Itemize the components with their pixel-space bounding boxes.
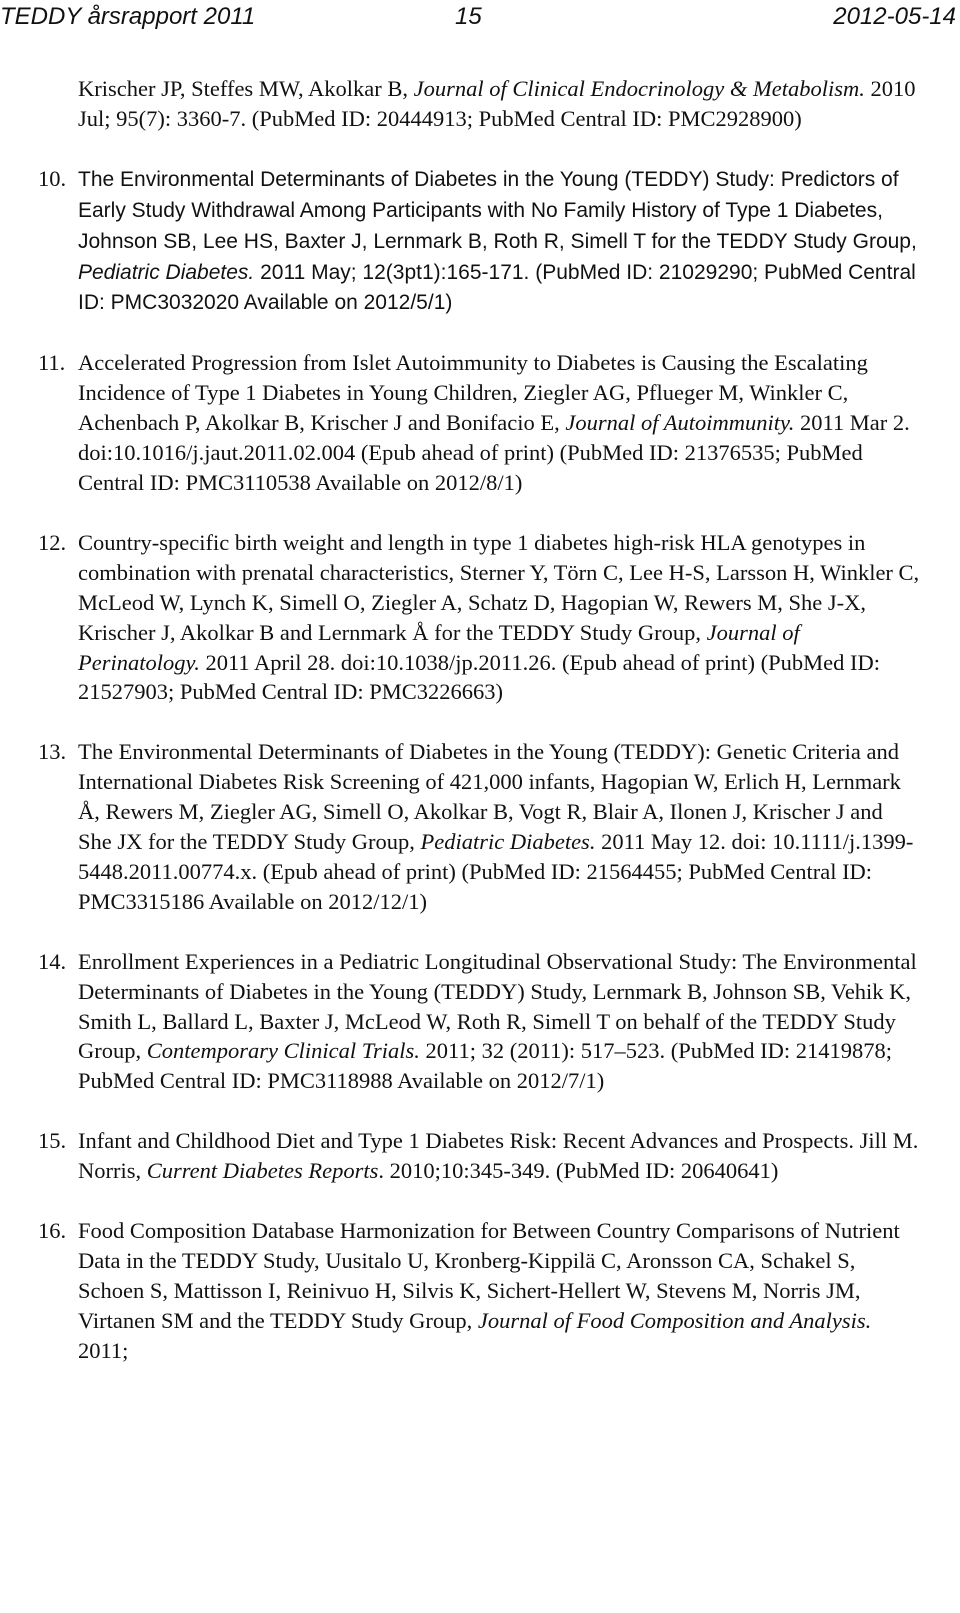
- reference-item-9-continued: [0, 74, 960, 134]
- reference-text: Infant and Childhood Diet and Type 1 Diabetes Risk: Recent Advances and Prospects. Jill M. Norris, Current Diabetes Reports. 2010;10:345-349. (PubMed ID: 20640641): [78, 1128, 919, 1184]
- reference-item-14: [0, 947, 960, 1097]
- journal-name: Journal of Perinatology.: [78, 619, 800, 675]
- reference-item-11: [0, 348, 960, 498]
- journal-name: Contemporary Clinical Trials.: [146, 1038, 420, 1064]
- reference-item-12: [0, 528, 960, 707]
- journal-name: Pediatric Diabetes.: [78, 260, 255, 284]
- reference-text: Country-specific birth weight and length in type 1 diabetes high-risk HLA genotypes in combination with prenatal characteristics, Sterner Y, Törn C, Lee H-S, Larsson H, Winkler C, McLeod W, Lynch K, Simell O, Ziegler A, Schatz D, Hagopian W, Rewers M, She J-X, Krischer J, Akolkar B and Lernmark Å for the TEDDY Study Group, Journal of Perinatology. 2011 April 28. doi:10.1038/jp.2011.26. (Epub ahead of print) (PubMed ID: 21527903; PubMed Central ID: PMC3226663): [78, 529, 920, 705]
- reference-text: Krischer JP, Steffes MW, Akolkar B, Journal of Clinical Endocrinology & Metabolism. 2010 Jul; 95(7): 3360-7. (PubMed ID: 20444913; PubMed Central ID: PMC2928900): [78, 76, 916, 131]
- reference-item-16: [0, 1216, 960, 1366]
- reference-number: 12.: [38, 529, 67, 555]
- reference-number: 15.: [38, 1128, 67, 1154]
- journal-name: Journal of Food Composition and Analysis.: [477, 1307, 872, 1333]
- reference-item-10: [0, 164, 960, 319]
- reference-text: Enrollment Experiences in a Pediatric Longitudinal Observational Study: The Environmental Determinants of Diabetes in the Young (TEDDY) Study, Lernmark B, Johnson SB, Vehik K, Smith L, Ballard L, Baxter J, McLeod W, Roth R, Simell T on behalf of the TEDDY Study Group, Contemporary Clinical Trials. 2011; 32 (2011): 517–523. (PubMed ID: 21419878; PubMed Central ID: PMC3118988 Available on 2012/7/1): [78, 948, 917, 1094]
- reference-number: 11.: [38, 350, 66, 376]
- reference-item-13: [0, 737, 960, 916]
- journal-name: Journal of Clinical Endocrinology & Metabolism.: [413, 76, 865, 101]
- page-number: 15: [455, 3, 482, 30]
- reference-number: 10.: [38, 165, 67, 191]
- header-title: TEDDY årsrapport 2011: [0, 3, 256, 30]
- reference-item-15: [0, 1126, 960, 1186]
- journal-name: Pediatric Diabetes.: [420, 829, 596, 855]
- reference-list: [0, 74, 960, 1396]
- reference-text: The Environmental Determinants of Diabetes in the Young (TEDDY) Study: Predictors of Early Study Withdrawal Among Participants with No Family History of Type 1 Diabetes, Johnson SB, Lee HS, Baxter J, Lernmark B, Roth R, Simell T for the TEDDY Study Group, Pediatric Diabetes. 2011 May; 12(3pt1):165-171. (PubMed ID: 21029290; PubMed Central ID: PMC3032020 Available on 2012/5/1): [78, 167, 917, 315]
- header-date: 2012-05-14: [833, 3, 956, 30]
- reference-number: 13.: [38, 739, 67, 765]
- reference-text: Food Composition Database Harmonization for Between Country Comparisons of Nutrient Data in the TEDDY Study, Uusitalo U, Kronberg-Kippilä C, Aronsson CA, Schakel S, Schoen S, Mattisson I, Reinivuo H, Silvis K, Sichert-Hellert W, Stevens M, Norris JM, Virtanen SM and the TEDDY Study Group, Journal of Food Composition and Analysis. 2011;: [78, 1218, 900, 1363]
- journal-name: Journal of Autoimmunity.: [565, 410, 795, 436]
- reference-text: The Environmental Determinants of Diabetes in the Young (TEDDY): Genetic Criteria and International Diabetes Risk Screening of 421,000 infants, Hagopian W, Erlich H, Lernmark Å, Rewers M, Ziegler AG, Simell O, Akolkar B, Vogt R, Blair A, Ilonen J, Krischer J and She JX for the TEDDY Study Group, Pediatric Diabetes. 2011 May 12. doi: 10.1111/j.1399-5448.2011.00774.x. (Epub ahead of print) (PubMed ID: 21564455; PubMed Central ID: PMC3315186 Available on 2012/12/1): [78, 739, 914, 914]
- journal-name: Current Diabetes Reports: [146, 1158, 379, 1184]
- reference-number: 14.: [38, 948, 67, 974]
- reference-number: 16.: [38, 1218, 67, 1244]
- reference-text: Accelerated Progression from Islet Autoimmunity to Diabetes is Causing the Escalating Incidence of Type 1 Diabetes in Young Children, Ziegler AG, Pflueger M, Winkler C, Achenbach P, Akolkar B, Krischer J and Bonifacio E, Journal of Autoimmunity. 2011 Mar 2. doi:10.1016/j.jaut.2011.02.004 (Epub ahead of print) (PubMed ID: 21376535; PubMed Central ID: PMC3110538 Available on 2012/8/1): [78, 350, 910, 495]
- page-header: [0, 2, 960, 32]
